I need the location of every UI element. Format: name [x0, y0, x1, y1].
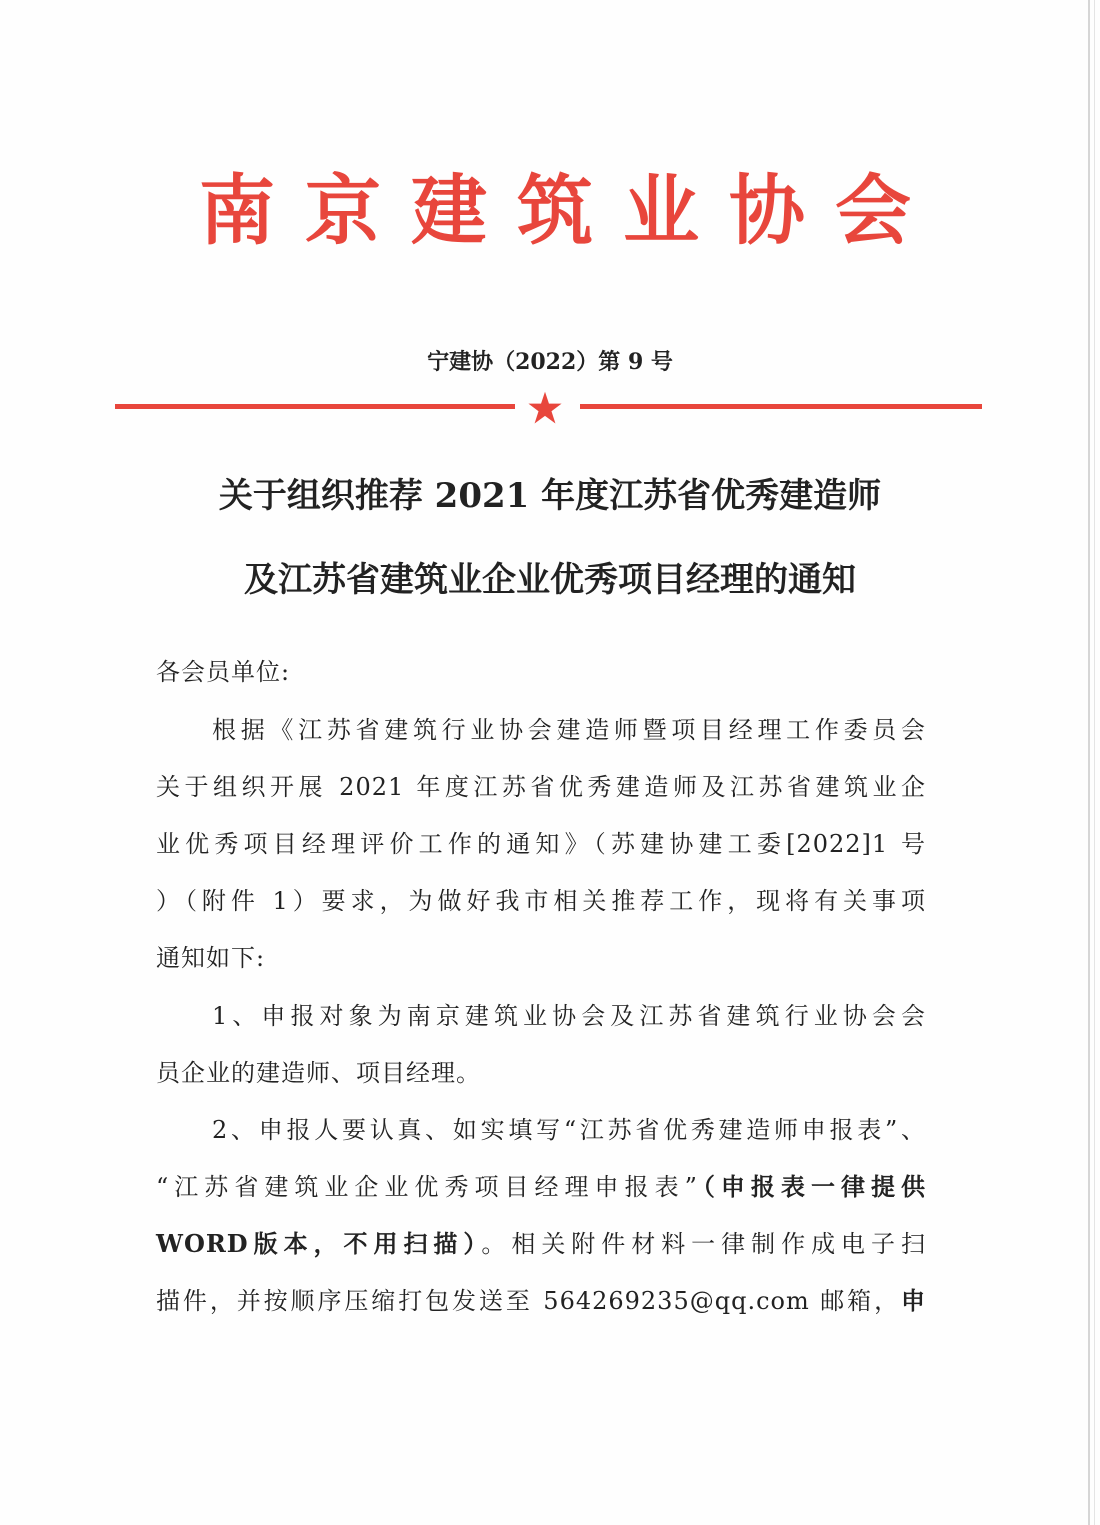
item-2-text: “江苏省建筑业企业优秀项目经理申报表” — [156, 1173, 698, 1201]
paragraph-1-line: ）（附件 1）要求，为做好我市相关推荐工作，现将有关事项 — [156, 887, 926, 915]
item-2-line — [156, 1281, 926, 1316]
notice-title-line-1: 关于组织推荐 2021 年度江苏省优秀建造师 — [218, 476, 882, 516]
paragraph-1-line: 业优秀项目经理评价工作的通知》（苏建协建工委[2022]1 号 — [156, 830, 926, 858]
star-icon — [527, 390, 563, 426]
item-2-emphasis: 申 — [901, 1286, 926, 1315]
item-1-line: 1、申报对象为南京建筑业协会及江苏省建筑行业协会会 — [212, 1002, 926, 1030]
notice-title-line-2: 及江苏省建筑业企业优秀项目经理的通知 — [244, 560, 856, 600]
letterhead-rule-left — [115, 404, 515, 409]
item-2-emphasis: WORD版本，不用扫描） — [156, 1229, 482, 1258]
item-2-emphasis: （申报表一律提供 — [697, 1172, 926, 1201]
item-2-text: 描件，并按顺序压缩打包发送至 564269235@qq.com 邮箱， — [156, 1287, 901, 1315]
document-number: 宁建协（2022）第 9 号 — [427, 349, 673, 375]
item-2-text: 。相关附件材料一律制作成电子扫 — [481, 1230, 926, 1258]
paragraph-1-line: 根据《江苏省建筑行业协会建造师暨项目经理工作委员会 — [212, 716, 926, 744]
salutation: 各会员单位: — [156, 658, 291, 686]
letterhead-org-name: 南京建筑业协会 — [199, 166, 941, 255]
item-2-line: 2、申报人要认真、如实填写“江苏省优秀建造师申报表”、 — [212, 1116, 926, 1144]
item-1-line: 员企业的建造师、项目经理。 — [156, 1059, 481, 1087]
paragraph-1-line: 关于组织开展 2021 年度江苏省优秀建造师及江苏省建筑业企 — [156, 773, 926, 801]
paragraph-1-line: 通知如下: — [156, 944, 266, 972]
item-2-line — [156, 1224, 926, 1259]
letterhead-rule-right — [580, 404, 982, 409]
item-2-line — [156, 1167, 926, 1202]
